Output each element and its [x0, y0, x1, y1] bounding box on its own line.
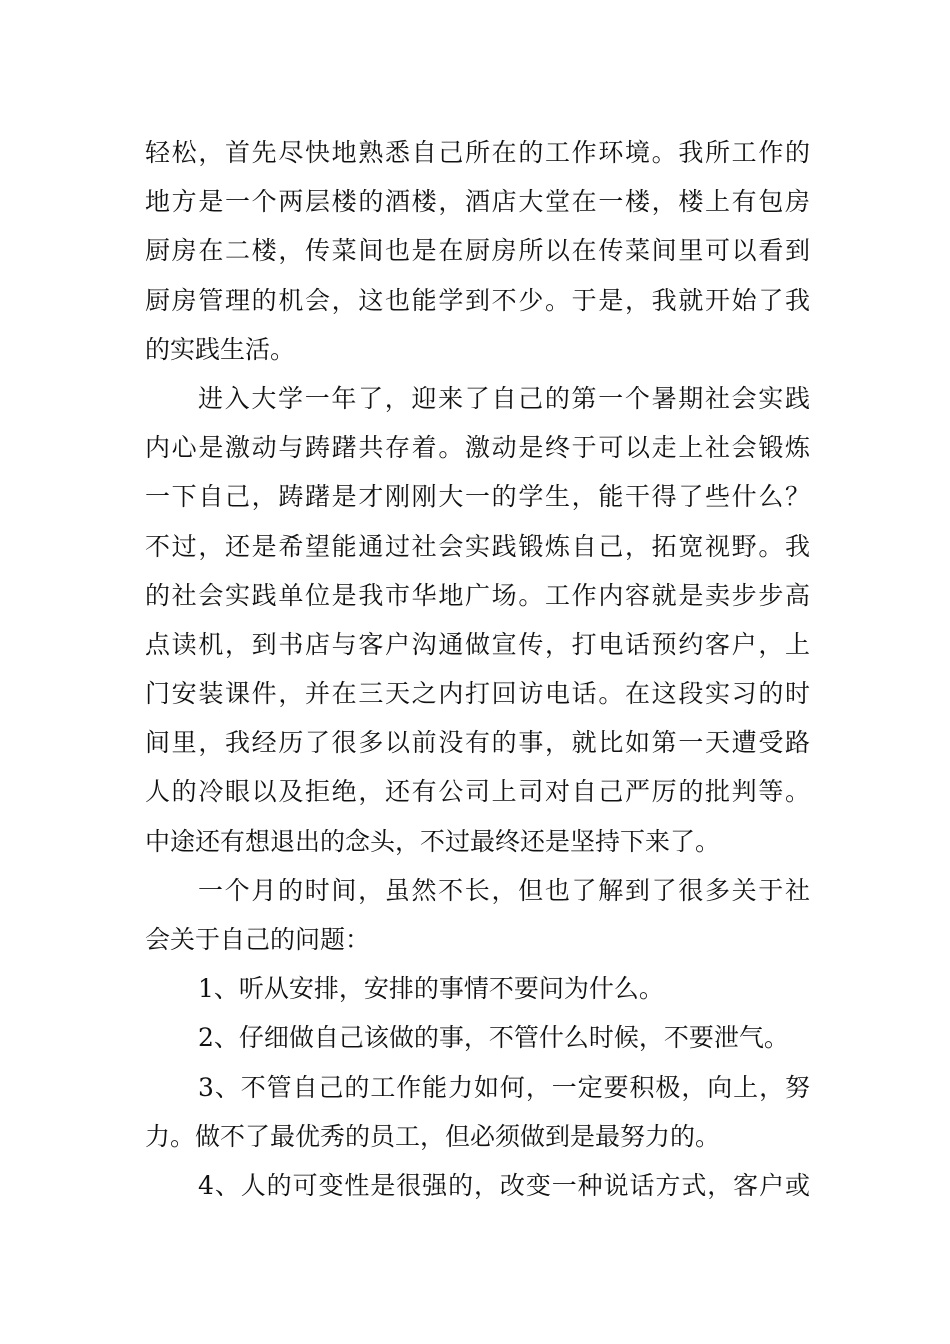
text-line: 2、仔细做自己该做的事，不管什么时候，不要泄气。 — [198, 1023, 789, 1053]
text-line: 4、人的可变性是很强的，改变一种说话方式，客户或 — [198, 1170, 810, 1200]
text-line: 内心是激动与踌躇共存着。激动是终于可以走上社会锻炼 — [145, 433, 810, 463]
text-line: 进入大学一年了，迎来了自己的第一个暑期社会实践 — [198, 383, 810, 413]
text-line: 门安装课件，并在三天之内打回访电话。在这段实习的时 — [145, 679, 810, 709]
text-line: 厨房在二楼，传菜间也是在厨房所以在传菜间里可以看到 — [145, 236, 810, 266]
text-line: 轻松，首先尽快地熟悉自己所在的工作环境。我所工作的 — [145, 138, 810, 167]
text-line: 的实践生活。 — [145, 334, 296, 364]
text-line: 的社会实践单位是我市华地广场。工作内容就是卖步步高 — [145, 580, 810, 610]
text-line: 点读机，到书店与客户沟通做宣传，打电话预约客户，上 — [145, 629, 810, 659]
text-line: 力。做不了最优秀的员工，但必须做到是最努力的。 — [145, 1121, 721, 1151]
text-line: 一下自己，踌躇是才刚刚大一的学生，能干得了些什么？ — [145, 482, 810, 512]
text-line: 地方是一个两层楼的酒楼，酒店大堂在一楼，楼上有包房 — [145, 187, 810, 217]
text-line: 厨房管理的机会，这也能学到不少。于是，我就开始了我 — [145, 285, 810, 315]
text-line: 3、不管自己的工作能力如何，一定要积极，向上，努 — [198, 1072, 810, 1102]
text-line: 一个月的时间，虽然不长，但也了解到了很多关于社 — [198, 875, 810, 905]
text-line: 1、听从安排，安排的事情不要问为什么。 — [198, 974, 664, 1004]
text-line: 不过，还是希望能通过社会实践锻炼自己，拓宽视野。我 — [145, 531, 810, 561]
text-line: 会关于自己的问题： — [145, 925, 371, 954]
text-line: 中途还有想退出的念头，不过最终还是坚持下来了。 — [145, 826, 721, 856]
text-line: 人的冷眼以及拒绝，还有公司上司对自己严厉的批判等。 — [145, 777, 810, 807]
body-text — [145, 128, 810, 1210]
text-line: 间里，我经历了很多以前没有的事，就比如第一天遭受路 — [145, 728, 810, 758]
